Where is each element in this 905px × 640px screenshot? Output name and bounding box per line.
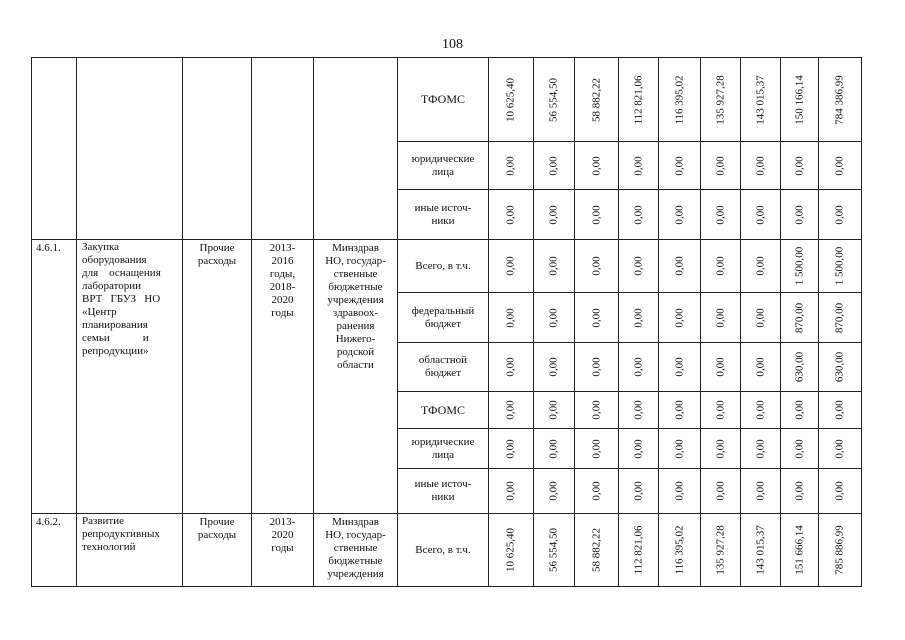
- funding-source-label: иные источ-: [414, 478, 472, 490]
- text-line: 2013-: [269, 516, 296, 528]
- amount-cell: [781, 343, 819, 392]
- funding-source-label: областной: [418, 354, 468, 366]
- funding-source-label: Всего, в т.ч.: [415, 543, 471, 556]
- text-line: Развитие: [82, 515, 125, 527]
- text-line: Прочие: [199, 516, 235, 528]
- amount-cell: [701, 514, 741, 587]
- funding-source-label: ники: [431, 491, 455, 503]
- amount-cell: [781, 469, 819, 514]
- amount-value: 151 666,14: [793, 525, 805, 575]
- amount-value: 116 395,02: [673, 525, 685, 575]
- amount-cell: [575, 469, 619, 514]
- amount-value: 0,00: [714, 204, 726, 225]
- amount-value: 116 395,02: [673, 74, 685, 125]
- amount-value: 0,00: [833, 481, 846, 501]
- amount-value: 0,00: [793, 204, 805, 225]
- budget-table: [31, 57, 862, 587]
- amount-value: 0,00: [833, 155, 846, 176]
- amount-cell: [741, 343, 781, 392]
- period-cell: [252, 514, 314, 587]
- amount-cell: [741, 293, 781, 343]
- amount-value: 0,00: [714, 155, 726, 176]
- amount-cell: [489, 343, 534, 392]
- amount-value: 0,00: [504, 256, 517, 276]
- amount-value: 0,00: [590, 256, 602, 276]
- text-line: ранения: [336, 320, 375, 332]
- amount-value: 0,00: [793, 438, 805, 459]
- amount-cell: [781, 190, 819, 240]
- amount-cell: [575, 343, 619, 392]
- amount-cell: [781, 58, 819, 142]
- amount-cell: [659, 429, 701, 469]
- amount-value: 135 927,28: [714, 74, 726, 125]
- amount-cell: [619, 58, 659, 142]
- amount-value: 112 821,06: [632, 74, 644, 125]
- amount-value: 1 500,00: [833, 246, 846, 286]
- amount-value: 0,00: [632, 438, 644, 459]
- amount-cell: [741, 142, 781, 190]
- amount-cell: [619, 293, 659, 343]
- amount-value: 0,00: [590, 155, 602, 176]
- amount-cell: [575, 240, 619, 293]
- amount-cell: [741, 469, 781, 514]
- amount-value: 0,00: [754, 481, 766, 501]
- amount-value: 0,00: [833, 400, 846, 420]
- amount-cell: [819, 469, 862, 514]
- amount-cell: [741, 58, 781, 142]
- amount-value: 0,00: [754, 400, 766, 420]
- funding-source-label: лица: [431, 448, 455, 461]
- amount-cell: [659, 469, 701, 514]
- amount-cell: [819, 240, 862, 293]
- item-number-cell: [32, 240, 77, 514]
- amount-cell: [701, 469, 741, 514]
- amount-cell: [619, 429, 659, 469]
- amount-cell: [701, 343, 741, 392]
- amount-cell: [534, 429, 575, 469]
- funding-source-label: лица: [431, 165, 455, 178]
- amount-value: 630,00: [793, 351, 805, 383]
- funding-source-label: ТФОМС: [420, 92, 466, 106]
- text-line: 2020: [271, 294, 294, 306]
- amount-value: 0,00: [504, 307, 517, 328]
- amount-value: 0,00: [504, 357, 517, 377]
- item-name-cell: [77, 240, 183, 514]
- item-number: 4.6.1.: [36, 242, 61, 254]
- amount-cell: [489, 469, 534, 514]
- amount-cell: [741, 429, 781, 469]
- amount-cell: [781, 392, 819, 429]
- amount-cell: [659, 293, 701, 343]
- amount-cell: [489, 142, 534, 190]
- page-number: 108: [442, 37, 463, 52]
- text-line: Закупка: [82, 241, 120, 253]
- amount-value: 0,00: [547, 256, 560, 276]
- amount-value: 784 386,99: [833, 74, 846, 125]
- amount-cell: [575, 58, 619, 142]
- amount-value: 0,00: [754, 357, 766, 377]
- text-line: НО, государ-: [325, 255, 386, 267]
- amount-value: 58 882,22: [590, 77, 602, 122]
- text-line: годы: [271, 307, 294, 319]
- amount-value: 112 821,06: [632, 525, 644, 575]
- amount-value: 56 554,50: [547, 528, 560, 572]
- expense-category-cell: [183, 240, 252, 514]
- amount-cell: [781, 293, 819, 343]
- amount-value: 0,00: [504, 438, 517, 459]
- amount-value: 0,00: [714, 481, 726, 501]
- period-cell: [252, 58, 314, 240]
- amount-cell: [819, 514, 862, 587]
- text-line: расходы: [197, 529, 237, 541]
- text-line: родской: [336, 346, 375, 358]
- funding-source-label: бюджет: [425, 367, 461, 379]
- amount-value: 0,00: [632, 155, 644, 176]
- funding-source-label: иные источ-: [414, 201, 472, 214]
- amount-value: 0,00: [547, 481, 560, 501]
- text-line: репродукции»: [82, 345, 149, 357]
- amount-value: 0,00: [632, 307, 644, 328]
- amount-value: 0,00: [504, 481, 517, 501]
- amount-cell: [489, 429, 534, 469]
- amount-cell: [819, 142, 862, 190]
- text-line: учреждения: [327, 568, 384, 580]
- text-line: ВРТ ГБУЗ НО: [82, 293, 161, 305]
- funding-source-label: юридические: [411, 435, 475, 448]
- amount-cell: [534, 293, 575, 343]
- amount-cell: [659, 142, 701, 190]
- table-row: [32, 514, 862, 587]
- text-line: Нижего-: [335, 333, 376, 345]
- funding-source-cell: [398, 142, 489, 190]
- executor-cell: [314, 514, 398, 587]
- text-line: учреждения: [327, 294, 384, 306]
- funding-source-cell: [398, 190, 489, 240]
- amount-value: 0,00: [714, 438, 726, 459]
- amount-cell: [489, 293, 534, 343]
- text-line: области: [337, 359, 374, 371]
- amount-cell: [741, 392, 781, 429]
- expense-category-cell: [183, 514, 252, 587]
- text-line: расходы: [197, 255, 237, 267]
- amount-value: 0,00: [590, 307, 602, 328]
- expense-category-cell: [183, 58, 252, 240]
- amount-cell: [659, 343, 701, 392]
- amount-value: 56 554,50: [547, 77, 560, 122]
- text-line: Минздрав: [332, 516, 379, 528]
- amount-value: 870,00: [793, 302, 805, 333]
- amount-cell: [659, 392, 701, 429]
- text-line: Минздрав: [332, 242, 379, 254]
- amount-cell: [781, 240, 819, 293]
- amount-value: 0,00: [673, 400, 685, 420]
- amount-value: 0,00: [673, 204, 685, 225]
- amount-value: 0,00: [504, 155, 517, 176]
- text-line: бюджетные: [328, 555, 383, 567]
- funding-source-label: юридические: [411, 152, 475, 165]
- amount-value: 143 015,37: [754, 74, 766, 125]
- amount-cell: [659, 240, 701, 293]
- amount-cell: [534, 190, 575, 240]
- table-row: [32, 58, 862, 142]
- funding-source-cell: [398, 392, 489, 429]
- funding-source-cell: [398, 293, 489, 343]
- amount-cell: [701, 58, 741, 142]
- text-line: технологий: [82, 541, 136, 553]
- amount-value: 0,00: [754, 307, 766, 328]
- amount-value: 143 015,37: [754, 525, 766, 575]
- amount-cell: [534, 240, 575, 293]
- text-line: ственные: [333, 542, 378, 554]
- amount-cell: [781, 142, 819, 190]
- text-line: репродуктивных: [82, 528, 160, 540]
- funding-source-label: бюджет: [425, 317, 461, 330]
- funding-source-label: федеральный: [411, 304, 475, 317]
- funding-source-cell: [398, 469, 489, 514]
- text-line: Прочие: [199, 242, 235, 254]
- amount-cell: [619, 240, 659, 293]
- amount-value: 1 500,00: [793, 246, 805, 286]
- amount-value: 10 625,40: [504, 77, 517, 122]
- amount-value: 0,00: [754, 438, 766, 459]
- funding-source-cell: [398, 240, 489, 293]
- amount-value: 0,00: [673, 438, 685, 459]
- item-number-cell: [32, 514, 77, 587]
- text-line: 2013-: [269, 242, 296, 254]
- amount-value: 0,00: [754, 155, 766, 176]
- amount-cell: [741, 514, 781, 587]
- amount-cell: [619, 142, 659, 190]
- item-name-cell: [77, 514, 183, 587]
- amount-cell: [701, 392, 741, 429]
- amount-value: 0,00: [833, 204, 846, 225]
- amount-cell: [741, 190, 781, 240]
- amount-cell: [701, 142, 741, 190]
- amount-value: 0,00: [632, 204, 644, 225]
- amount-value: 58 882,22: [590, 528, 602, 572]
- amount-cell: [575, 190, 619, 240]
- amount-cell: [619, 343, 659, 392]
- amount-value: 0,00: [590, 400, 602, 420]
- amount-cell: [819, 429, 862, 469]
- amount-cell: [575, 142, 619, 190]
- amount-cell: [619, 469, 659, 514]
- amount-value: 0,00: [673, 256, 685, 276]
- amount-value: 0,00: [632, 256, 644, 276]
- amount-value: 0,00: [547, 204, 560, 225]
- amount-value: 0,00: [590, 481, 602, 501]
- amount-cell: [534, 392, 575, 429]
- amount-value: 0,00: [504, 400, 517, 420]
- text-line: 2018-: [269, 281, 296, 293]
- amount-cell: [575, 429, 619, 469]
- period-cell: [252, 240, 314, 514]
- funding-source-label: ТФОМС: [420, 402, 466, 417]
- amount-value: 0,00: [547, 155, 560, 176]
- amount-cell: [819, 58, 862, 142]
- funding-source-label: Всего, в т.ч.: [415, 259, 471, 272]
- amount-cell: [534, 469, 575, 514]
- amount-cell: [575, 392, 619, 429]
- amount-cell: [659, 190, 701, 240]
- text-line: бюджетные: [328, 281, 383, 293]
- amount-value: 135 927,28: [714, 525, 726, 575]
- amount-value: 0,00: [754, 204, 766, 225]
- amount-cell: [701, 429, 741, 469]
- amount-cell: [619, 514, 659, 587]
- amount-value: 0,00: [673, 307, 685, 328]
- amount-cell: [819, 392, 862, 429]
- amount-cell: [575, 293, 619, 343]
- amount-value: 630,00: [833, 351, 846, 383]
- amount-cell: [489, 58, 534, 142]
- amount-value: 0,00: [590, 357, 602, 377]
- amount-value: 785 886,99: [833, 525, 846, 575]
- item-name-cell: [77, 58, 183, 240]
- amount-cell: [701, 240, 741, 293]
- executor-cell: [314, 240, 398, 514]
- amount-cell: [489, 514, 534, 587]
- table-row: [32, 240, 862, 293]
- amount-cell: [819, 293, 862, 343]
- amount-cell: [619, 190, 659, 240]
- text-line: ственные: [333, 268, 378, 280]
- text-line: для оснащения: [82, 267, 161, 279]
- text-line: лаборатории: [82, 280, 142, 292]
- funding-source-cell: [398, 58, 489, 142]
- amount-cell: [659, 58, 701, 142]
- amount-value: 0,00: [590, 204, 602, 225]
- amount-cell: [741, 240, 781, 293]
- amount-value: 0,00: [793, 400, 805, 420]
- amount-cell: [534, 142, 575, 190]
- text-line: здравоох-: [332, 307, 379, 319]
- amount-value: 0,00: [547, 400, 560, 420]
- amount-cell: [701, 190, 741, 240]
- amount-value: 0,00: [673, 155, 685, 176]
- amount-value: 0,00: [547, 357, 560, 377]
- text-line: «Центр: [82, 306, 117, 318]
- amount-value: 0,00: [547, 438, 560, 459]
- amount-value: 0,00: [793, 481, 805, 501]
- amount-value: 0,00: [833, 438, 846, 459]
- text-line: 2020: [271, 529, 294, 541]
- amount-cell: [819, 190, 862, 240]
- amount-value: 0,00: [714, 256, 726, 276]
- funding-source-cell: [398, 343, 489, 392]
- text-line: годы: [271, 542, 294, 554]
- amount-value: 0,00: [714, 400, 726, 420]
- amount-cell: [701, 293, 741, 343]
- amount-cell: [489, 392, 534, 429]
- executor-cell: [314, 58, 398, 240]
- item-number: 4.6.2.: [36, 516, 61, 528]
- amount-value: 0,00: [714, 357, 726, 377]
- amount-value: 0,00: [793, 155, 805, 176]
- amount-cell: [819, 343, 862, 392]
- amount-value: 0,00: [590, 438, 602, 459]
- amount-value: 0,00: [632, 481, 644, 501]
- amount-value: 870,00: [833, 302, 846, 333]
- text-line: оборудования: [82, 254, 147, 266]
- amount-cell: [619, 392, 659, 429]
- amount-cell: [534, 514, 575, 587]
- text-line: семьи и: [82, 332, 149, 344]
- item-number-cell: [32, 58, 77, 240]
- funding-source-cell: [398, 429, 489, 469]
- amount-cell: [575, 514, 619, 587]
- amount-value: 0,00: [714, 307, 726, 328]
- amount-value: 0,00: [632, 357, 644, 377]
- amount-value: 0,00: [632, 400, 644, 420]
- amount-cell: [489, 190, 534, 240]
- amount-cell: [781, 429, 819, 469]
- amount-value: 0,00: [504, 204, 517, 225]
- amount-value: 150 166,14: [793, 74, 805, 125]
- amount-cell: [534, 343, 575, 392]
- amount-value: 0,00: [673, 357, 685, 377]
- funding-source-label: ники: [431, 214, 455, 227]
- text-line: планирования: [82, 319, 148, 331]
- amount-cell: [534, 58, 575, 142]
- text-line: 2016: [271, 255, 294, 267]
- amount-cell: [781, 514, 819, 587]
- text-line: НО, государ-: [325, 529, 386, 541]
- funding-source-cell: [398, 514, 489, 587]
- amount-cell: [659, 514, 701, 587]
- amount-value: 0,00: [754, 256, 766, 276]
- amount-value: 0,00: [673, 481, 685, 501]
- amount-value: 10 625,40: [504, 528, 517, 572]
- amount-value: 0,00: [547, 307, 560, 328]
- amount-cell: [489, 240, 534, 293]
- text-line: годы,: [269, 268, 296, 280]
